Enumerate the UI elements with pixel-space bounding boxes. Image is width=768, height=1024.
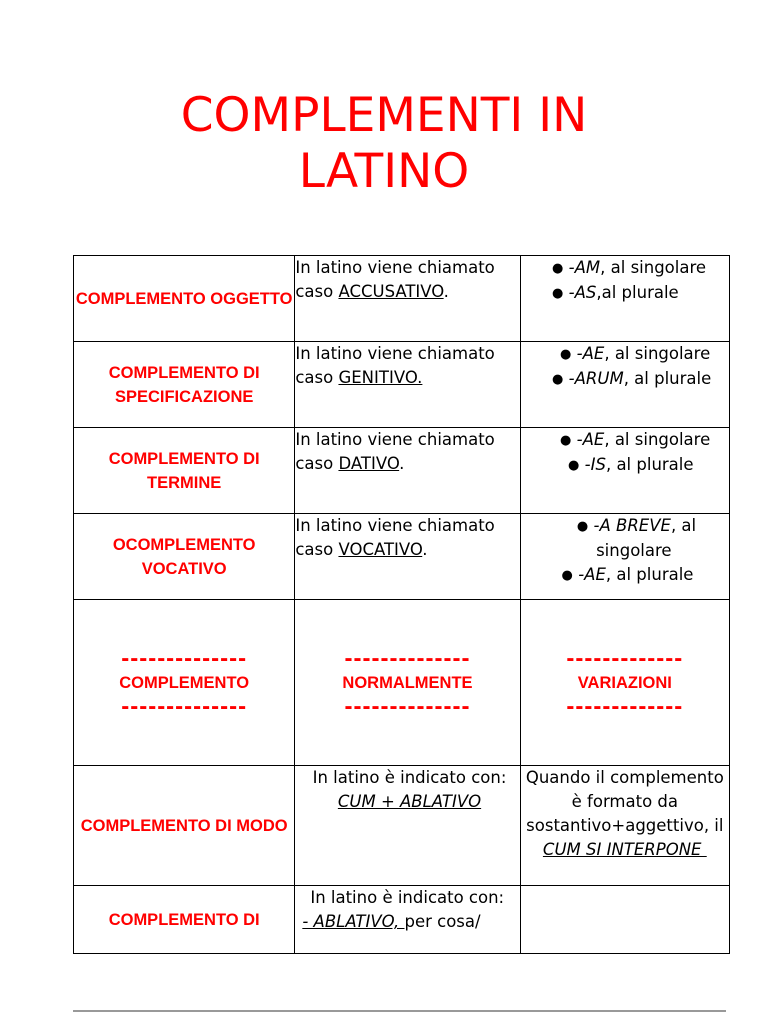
table-row (74, 600, 730, 766)
case-name: DATIVO (338, 454, 400, 473)
footer-divider (73, 1010, 726, 1012)
list-item (547, 367, 729, 392)
complementi-table (73, 255, 730, 954)
table-row (74, 886, 730, 954)
table-row (74, 514, 730, 600)
header-label: COMPLEMENTO (119, 673, 250, 692)
table-row (74, 342, 730, 428)
rule-intro: In latino è indicato con: (312, 768, 507, 787)
case-suffix: . (399, 454, 405, 473)
bullet-icon: ● (576, 519, 589, 534)
column-header-complemento (74, 600, 295, 766)
list-item (547, 428, 729, 453)
row-endings-cell (520, 514, 729, 600)
case-name: GENITIVO. (338, 368, 423, 387)
list-item (547, 256, 729, 281)
list-item (547, 453, 729, 478)
row-label: COMPLEMENTO DI TERMINE (74, 428, 295, 514)
case-suffix: . (422, 540, 428, 559)
ending: -AE (578, 565, 606, 584)
case-name: VOCATIVO (338, 540, 423, 559)
bullet-icon: ● (559, 433, 572, 448)
ending-note: , al singolare (604, 430, 711, 449)
rule-rest: per cosa/ (404, 912, 481, 931)
dash-line: -------------- (344, 646, 471, 671)
row-case-cell (295, 428, 520, 514)
header-label: VARIAZIONI (577, 673, 672, 692)
rule: - ABLATIVO, (302, 912, 405, 931)
row-label: COMPLEMENTO DI MODO (74, 766, 295, 886)
dash-line: -------------- (121, 646, 248, 671)
rule: CUM + ABLATIVO (337, 792, 482, 811)
title-line-2: LATINO (298, 144, 470, 199)
case-prefix: In latino viene chiamato caso (295, 344, 495, 387)
bullet-icon: ● (551, 261, 564, 276)
bullet-icon: ● (551, 286, 564, 301)
bullet-icon: ● (559, 347, 572, 362)
row-variation-cell (520, 886, 729, 954)
ending: -ARUM (568, 369, 624, 388)
row-label: COMPLEMENTO DI SPECIFICAZIONE (74, 342, 295, 428)
row-endings-cell (520, 256, 729, 342)
ending: -AS (568, 283, 597, 302)
row-case-cell (295, 342, 520, 428)
list-item (521, 563, 729, 588)
ending-note: , al plurale (623, 369, 712, 388)
table-row (74, 766, 730, 886)
row-case-cell (295, 514, 520, 600)
ending: -IS (584, 455, 606, 474)
ending-note: , al plurale (605, 565, 694, 584)
ending-note: , al singolare (596, 516, 697, 560)
row-endings-cell (520, 428, 729, 514)
row-endings-cell (520, 342, 729, 428)
column-header-variazioni (520, 600, 729, 766)
row-variation-cell (520, 766, 729, 886)
dash-line: ------------- (566, 646, 684, 671)
dash-line: -------------- (121, 694, 248, 719)
title-line-1: COMPLEMENTI IN (180, 88, 588, 143)
ending-note: , al plurale (605, 455, 694, 474)
ending-note: ,al plurale (596, 283, 679, 302)
case-name: ACCUSATIVO (338, 282, 444, 301)
dash-line: -------------- (344, 694, 471, 719)
list-item (547, 281, 729, 306)
ending: -A BREVE (593, 516, 671, 535)
list-item (521, 514, 729, 563)
row-rule-cell (295, 886, 520, 954)
ending: -AE (576, 430, 605, 449)
dash-line: ------------- (566, 694, 684, 719)
table-row (74, 256, 730, 342)
row-case-cell (295, 256, 520, 342)
variation-text: Quando il complemento è formato da sostantivo+aggettivo, il (525, 768, 724, 835)
row-label: OCOMPLEMENTO VOCATIVO (74, 514, 295, 600)
ending-note: , al singolare (600, 258, 707, 277)
bullet-icon: ● (551, 372, 564, 387)
case-suffix: . (443, 282, 449, 301)
ending-note: , al singolare (604, 344, 711, 363)
case-prefix: In latino viene chiamato caso (295, 430, 495, 473)
page-title (0, 88, 768, 200)
bullet-icon: ● (567, 458, 580, 473)
case-prefix: In latino viene chiamato caso (295, 516, 495, 559)
variation-rule: CUM SI INTERPONE (542, 840, 707, 859)
row-rule-cell (295, 766, 520, 886)
list-item (547, 342, 729, 367)
rule-intro: In latino è indicato con: (310, 888, 505, 907)
column-header-normalmente (295, 600, 520, 766)
ending: -AE (576, 344, 605, 363)
bullet-icon: ● (561, 568, 573, 583)
header-label: NORMALMENTE (342, 673, 473, 692)
table-row (74, 428, 730, 514)
ending: -AM (568, 258, 601, 277)
row-label: COMPLEMENTO OGGETTO (74, 256, 295, 342)
case-prefix: In latino viene chiamato caso (295, 258, 495, 301)
row-label: COMPLEMENTO DI (74, 886, 295, 954)
